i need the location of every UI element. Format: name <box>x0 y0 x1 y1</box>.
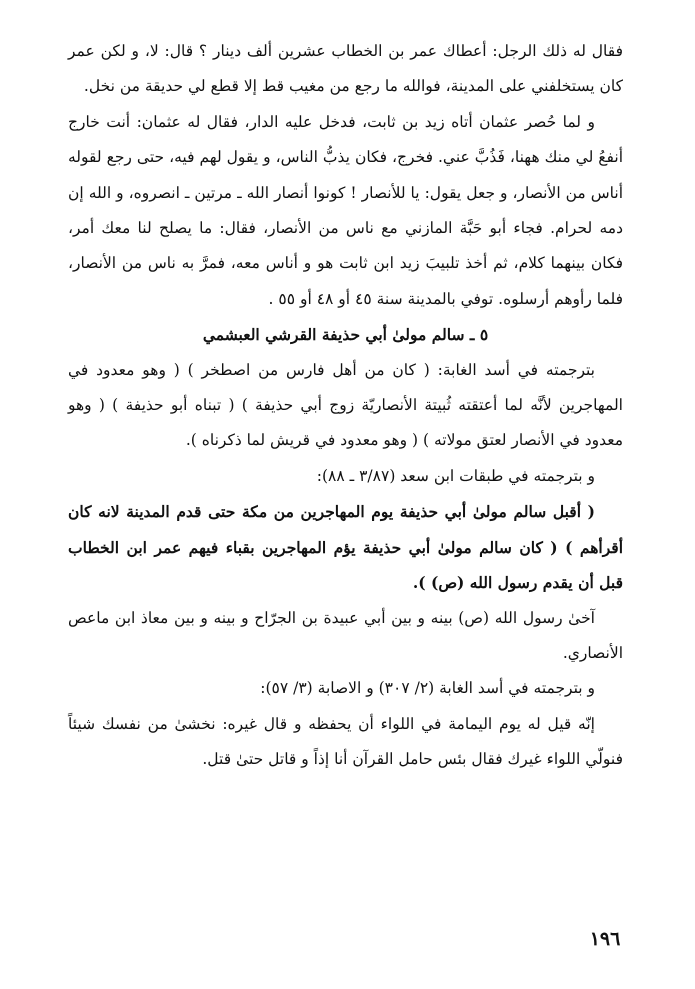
paragraph-5: ( أقبل سالم مولىٰ أبي حذيفة يوم المهاجرين من مكة حتى قدم المدينة لانه كان أقرأهم ) ( كان سالم مولىٰ أبي حذيفة يؤم المهاجرين بقباء فيهم عمر ابن الخطاب قبل أن يقدم رسول الله (ص) ). <box>68 502 623 593</box>
page-number: ١٩٦ <box>589 928 621 950</box>
paragraph-7: و بترجمته في أسد الغابة (٢/ ٣٠٧) و الاصابة (٣/ ٥٧): <box>260 679 595 698</box>
paragraph-6: آخىٰ رسول الله (ص) بينه و بين أبي عبيدة بن الجرّاح و بينه و بين معاذ ابن ماعص الأنصاري. <box>68 608 623 662</box>
section-heading: ٥ ـ سالم مولىٰ أبي حذيفة القرشي العبشمي <box>202 325 489 345</box>
paragraph-4: و بترجمته في طبقات ابن سعد (٣/٨٧ ـ ٨٨): <box>316 466 595 485</box>
body-text <box>68 34 623 778</box>
paragraph-8: إنّه قيل له يوم اليمامة في اللواء أن يحفظه و قال غيره: نخشىٰ من نفسك شيئاً فنولّي اللواء غيرك فقال بئس حامل القرآن أنا إذاً و قاتل حتىٰ قتل. <box>68 714 623 769</box>
paragraph-2: و لما حُصر عثمان أتاه زيد بن ثابت، فدخل عليه الدار، فقال له عثمان: أنت خارج أنفعُ لي منك ههنا، فَذُبَّ عني. فخرج، فكان يذبُّ الناس، و يقول لهم فيه، حتى رجع لقوله أناس من الأنصار، و جعل يقول: يا للأنصار ! كونوا أنصار الله ـ مرتين ـ انصروه، و الله إن دمه لحرام. فجاء أبو حَبَّة المازني مع ناس من الأنصار، فقال: ما يصلح لنا معك أمر، فكان بينهما كلام، ثم أخذ تلبيبَ زيد ابن ثابت هو و أناس معه، فمرَّ به ناس من الأنصار، فلما رأوهم أرسلوه. توفي بالمدينة سنة ٤٥ أو ٤٨ أو ٥٥ . <box>68 112 623 308</box>
paragraph-3: بترجمته في أسد الغابة: ( كان من أهل فارس من اصطخر ) ( وهو معدود في المهاجرين لأنَّه لما أعتقته ثُبيتة الأنصاريّة زوج أبي حذيفة ) ( تبناه أبو حذيفة ) ( وهو معدود في الأنصار لعتق مولاته ) ( وهو معدود في قريش لما ذكرناه ). <box>68 360 623 450</box>
paragraph-1: فقال له ذلك الرجل: أعطاك عمر بن الخطاب عشرين ألف دينار ؟ قال: لا، و لكن عمر كان يستخلفني على المدينة، فوالله ما رجع من مغيب قط إلا قطع لي حديقة من نخل. <box>68 42 623 96</box>
